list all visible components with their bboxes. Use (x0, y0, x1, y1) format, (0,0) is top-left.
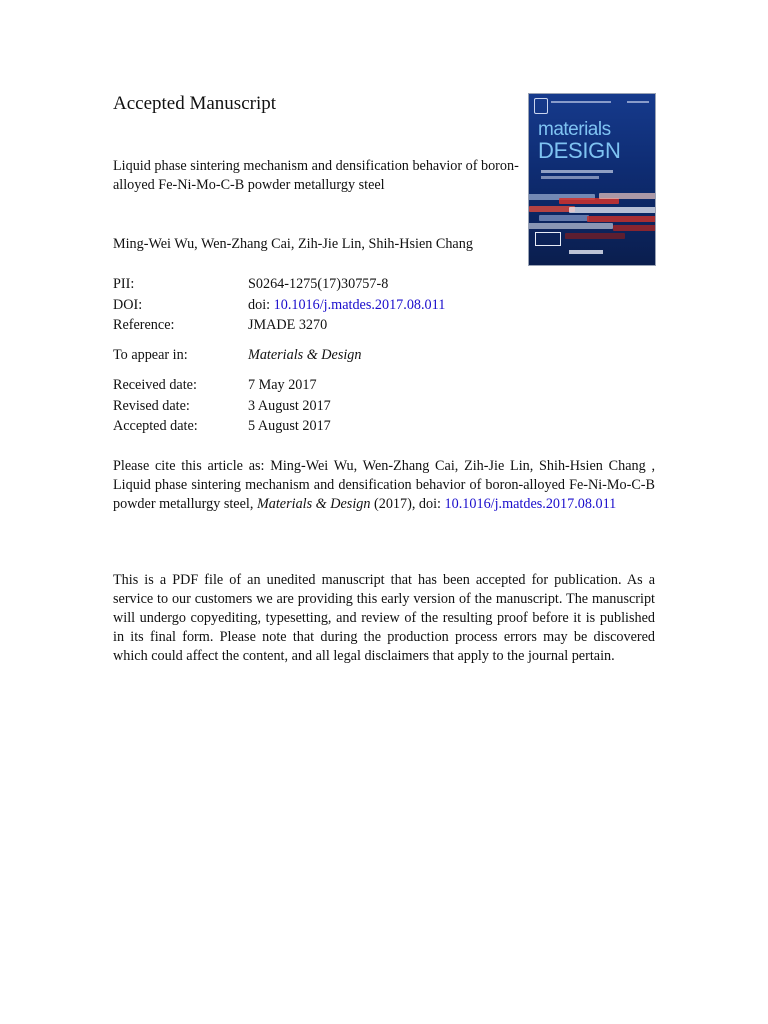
revised-row (113, 396, 331, 417)
cover-data-badge (535, 232, 561, 246)
pii-label: PII: (113, 276, 135, 292)
revised-value: 3 August 2017 (248, 397, 331, 414)
cover-art-streak (569, 207, 655, 213)
appear-value (248, 345, 362, 366)
doi-link[interactable]: 10.1016/j.matdes.2017.08.011 (273, 296, 446, 313)
received-row (113, 375, 331, 396)
cover-art-streak (613, 225, 655, 231)
revised-label: Revised date: (113, 397, 190, 414)
cover-sciencedirect-mark (569, 250, 603, 254)
cover-journal-name-line2: DESIGN (538, 138, 621, 163)
journal-cover-image (529, 94, 655, 265)
citation-year: (2017), doi: (374, 496, 441, 512)
cover-header-line (551, 101, 611, 103)
metadata-block-ids (113, 274, 445, 336)
received-value: 7 May 2017 (248, 377, 317, 393)
doi-row (113, 295, 445, 316)
cover-editor-line (541, 176, 599, 179)
reference-value: JMADE 3270 (248, 317, 328, 333)
cover-art-streak (599, 193, 655, 199)
accepted-label: Accepted date: (113, 418, 198, 434)
page-heading: Accepted Manuscript (113, 93, 277, 114)
pii-row (113, 274, 445, 295)
citation-paragraph (113, 457, 655, 514)
cover-art-streak (539, 215, 589, 221)
accepted-row (113, 416, 331, 437)
doi-prefix: doi: (248, 296, 271, 313)
reference-row (113, 315, 445, 336)
doi-label: DOI: (113, 296, 143, 313)
article-title: Liquid phase sintering mechanism and densification behavior of boron-alloyed Fe-Ni-Mo-C-B powder metallurgy steel (113, 158, 519, 193)
cover-art-streak (587, 216, 655, 222)
cover-art-streak (565, 233, 625, 239)
citation-journal: Materials & Design (256, 496, 371, 512)
citation-doi-link[interactable]: 10.1016/j.matdes.2017.08.011 (444, 496, 617, 512)
metadata-block-dates (113, 375, 331, 437)
cover-header-line (627, 101, 649, 103)
journal-name: Materials & Design (248, 347, 362, 363)
cover-art-streak (529, 223, 613, 229)
appear-label: To appear in: (113, 347, 188, 363)
metadata-block-journal (113, 345, 362, 366)
doi-value (248, 295, 445, 316)
manuscript-notice: This is a PDF file of an unedited manuscript that has been accepted for publication. As a service to our customers we are providing this early version of the manuscript. The manuscript will undergo copyediting, typesetting, and review of the resulting proof before it is published in its final form. Please note that during the production process errors may be discovered which could affect the content, and all legal disclaimers that apply to the journal pertain. (113, 572, 655, 664)
article-authors: Ming-Wei Wu, Wen-Zhang Cai, Zih-Jie Lin, Shih-Hsien Chang (113, 236, 473, 252)
cover-editor-line (541, 170, 613, 173)
reference-label: Reference: (113, 317, 175, 333)
pii-value: S0264-1275(17)30757-8 (248, 276, 389, 292)
citation-text: Please cite this article as: Ming-Wei Wu, Wen-Zhang Cai, Zih-Jie Lin, Shih-Hsien Chang , Liquid phase sintering mechanism and densification behavior of boron-alloyed Fe-Ni-Mo-C-B powder metallurgy steel, (113, 458, 655, 512)
appear-row (113, 345, 362, 366)
elsevier-logo-icon (534, 98, 548, 114)
received-label: Received date: (113, 377, 197, 393)
accepted-value: 5 August 2017 (248, 418, 331, 434)
cover-journal-name-line1: materials (538, 119, 611, 140)
